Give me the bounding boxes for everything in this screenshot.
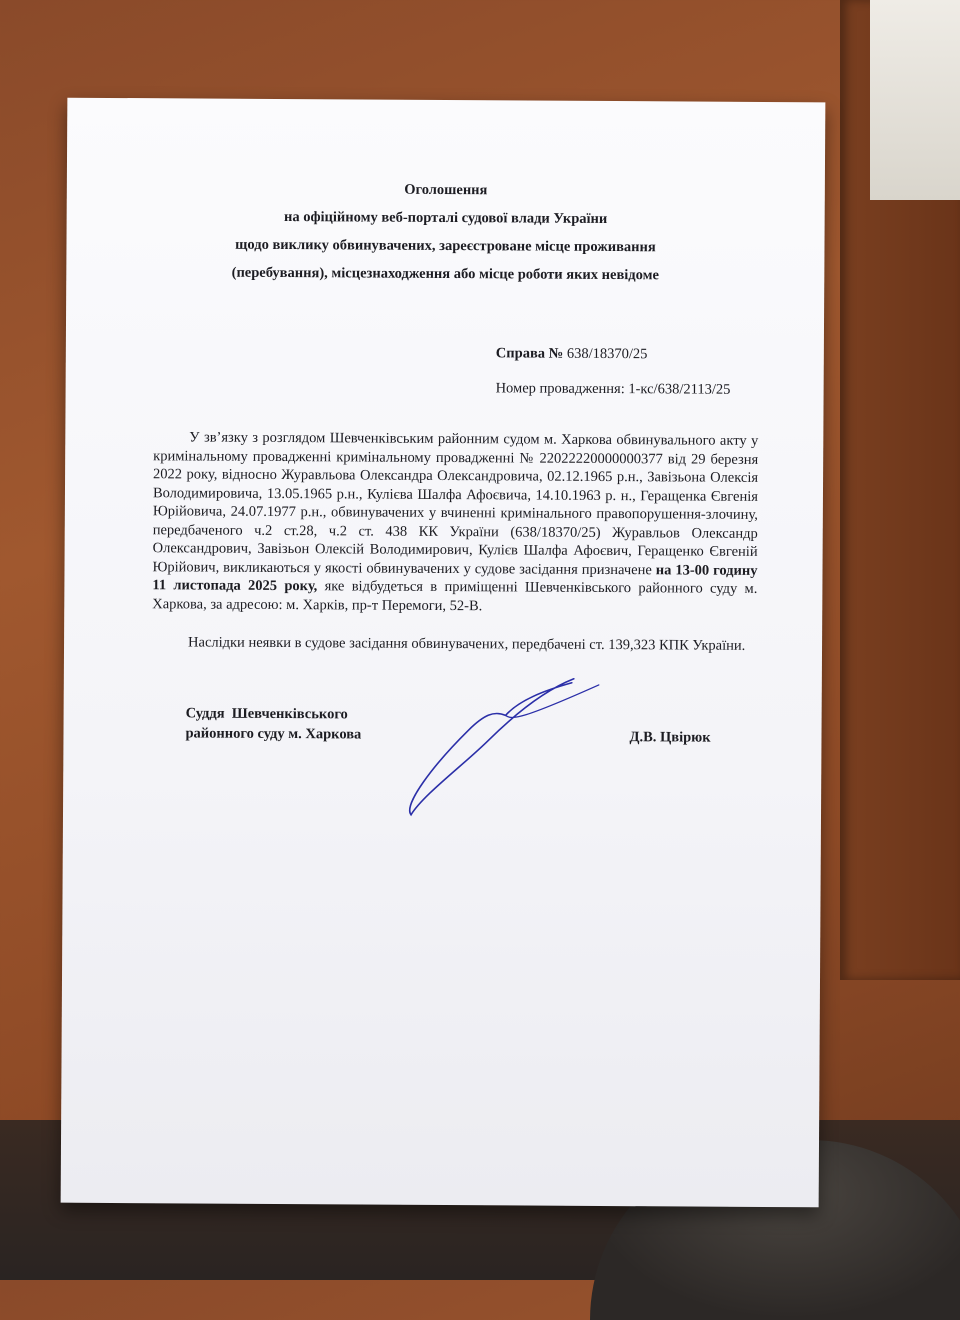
announcement-body [152, 428, 758, 617]
hearing-date: на 13-00 годину 11 листопада 2025 року, [152, 561, 758, 595]
document-heading [66, 174, 825, 291]
consequence-paragraph: Наслідки неявки в судове засідання обвинувачених, передбачені ст. 139,323 КПК України. [188, 634, 746, 654]
judge-title-line-2: районного суду м. Харкова [185, 725, 362, 743]
document-sheet [61, 98, 826, 1208]
case-number [496, 345, 648, 363]
heading-line-1: Оголошення [404, 181, 488, 199]
judge-name: Д.В. Цвірюк [629, 729, 711, 746]
background-white-box [870, 0, 960, 200]
case-label: Справа № [495, 345, 564, 362]
proceeding-number: Номер провадження: 1-кс/638/2113/25 [495, 380, 731, 398]
case-value: 638/18370/25 [566, 345, 648, 363]
heading-line-4: (перебування), місцезнаходження або місце роботи яких невідоме [231, 264, 660, 284]
body-text-part-1: У зв’язку з розглядом Шевченківським районним судом м. Харкова обвинувального акту у кримінальному провадженні кримінальному провадженні № 22022220000000377 від 29 березня 2022 року, відносно Журавльова Олександра Олександровича, 02.12.1965 р.н., Завізьона Олексія Володимировича, 13.05.1965 р.н., Кулієва Шалфа Афоєвича, 14.10.1963 р. н., Геращенка Євгенія Юрійовича, 24.07.1977 р.н., обвинувачених у вчиненні кримінального правопорушення-злочину, передбаченого ч.2 ст.28, ч.2 ст. 438 КК України (638/18370/25) Журавльов Олександр Олександрович, Завізьон Олексій Володимирович, Кулієв Шалфа Афоєвич, Геращенко Євгеній Юрійович, викликаються у якості обвинувачених у судове засідання призначене [152, 429, 759, 578]
body-text-part-2: яке відбудеться в приміщенні Шевченківського районного суду м. Харкова, за адресою: м. Харків, пр-т Перемоги, 52-В. [152, 578, 758, 614]
heading-line-3: щодо виклику обвинувачених, зареєстроване місце проживання [235, 236, 656, 256]
judge-title [185, 703, 361, 744]
heading-line-2: на офіційному веб-порталі судової влади України [283, 209, 608, 227]
handwritten-signature [393, 670, 614, 821]
judge-title-line-1: Суддя Шевченківського [185, 705, 348, 723]
